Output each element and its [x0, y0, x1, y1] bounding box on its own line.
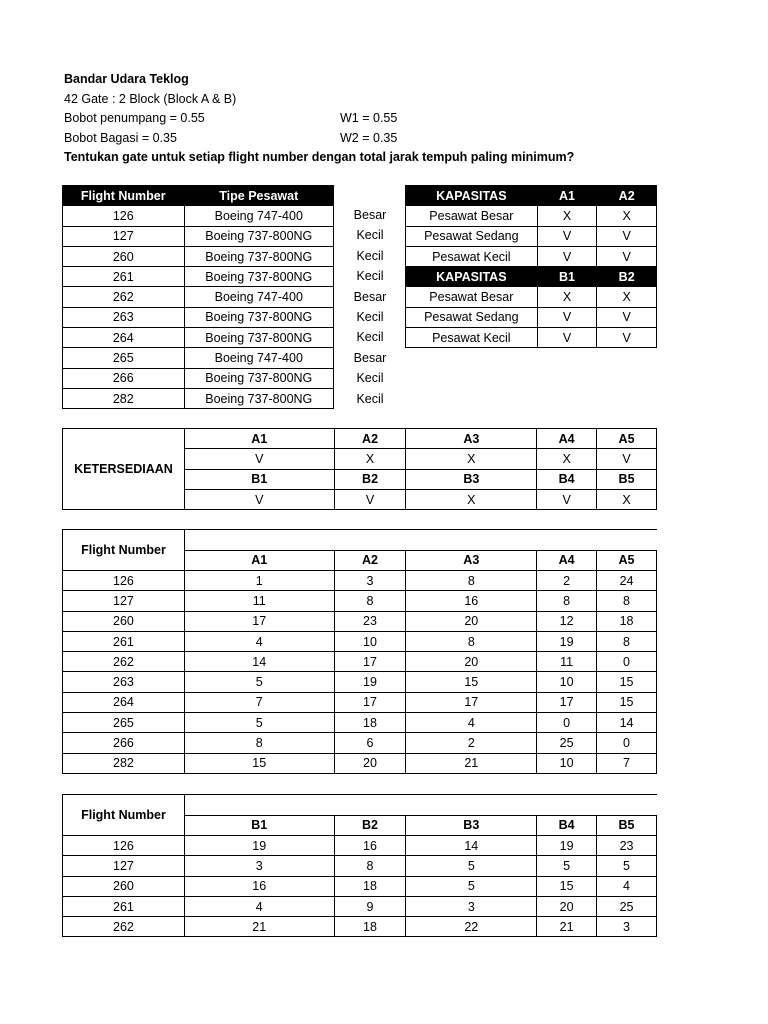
table-row [63, 692, 657, 712]
gate-header: A5 [597, 550, 657, 571]
distance-cell: 8 [597, 631, 657, 651]
gate-info: 42 Gate : 2 Block (Block A & B) [64, 92, 237, 106]
page-title: Bandar Udara Teklog [64, 72, 189, 86]
distance-cell: 20 [406, 611, 537, 631]
gate-header: B5 [597, 469, 657, 489]
availability-cell: X [597, 489, 657, 509]
distance-cell: 17 [334, 652, 406, 672]
kapasitas-b1-header: B1 [537, 267, 597, 287]
distance-cell: 5 [406, 876, 537, 896]
distance-cell: 20 [334, 753, 406, 773]
distance-cell: 5 [597, 856, 657, 876]
distance-cell: 8 [334, 591, 406, 611]
distance-cell: 21 [406, 753, 537, 773]
aircraft-type-cell: Boeing 747-400 [184, 348, 333, 368]
w1-value: W1 = 0.55 [340, 111, 398, 125]
flight-number-cell: 260 [63, 876, 185, 896]
flight-number-cell: 127 [63, 856, 185, 876]
gate-header: B2 [334, 469, 406, 489]
distance-cell: 2 [406, 733, 537, 753]
flight-number-cell: 282 [63, 388, 185, 408]
flight-number-cell: 260 [63, 611, 185, 631]
aircraft-type-cell: Boeing 737-800NG [184, 307, 333, 327]
aircraft-type-cell: Boeing 747-400 [184, 206, 333, 226]
kapasitas-cell: V [537, 328, 597, 348]
gate-header: A1 [184, 550, 334, 571]
flight-number-cell: 265 [63, 713, 185, 733]
flight-number-cell: 261 [63, 631, 185, 651]
kapasitas-b2-header: B2 [597, 267, 657, 287]
distance-cell: 0 [597, 652, 657, 672]
kapasitas-label: Pesawat Kecil [406, 328, 538, 348]
gate-header: A4 [537, 429, 597, 449]
distance-cell: 25 [597, 896, 657, 916]
table-row [63, 267, 334, 287]
gate-header: A3 [406, 550, 537, 571]
distance-cell: 14 [406, 836, 537, 856]
distance-cell: 21 [537, 917, 597, 937]
availability-cell: X [537, 449, 597, 469]
table-row [406, 287, 657, 307]
distance-cell: 8 [597, 591, 657, 611]
aircraft-type-cell: Boeing 737-800NG [184, 267, 333, 287]
distance-cell: 14 [184, 652, 334, 672]
aircraft-type-cell: Boeing 737-800NG [184, 246, 333, 266]
kapasitas-cell: X [537, 287, 597, 307]
table-row [63, 713, 657, 733]
distance-cell: 0 [537, 713, 597, 733]
distance-cell: 7 [184, 692, 334, 712]
flight-number-cell: 262 [63, 652, 185, 672]
table-row [63, 206, 334, 226]
aircraft-size-label: Kecil [356, 228, 384, 243]
table-row [63, 896, 657, 916]
table-row [63, 611, 657, 631]
distance-cell: 17 [406, 692, 537, 712]
flight-number-cell: 127 [63, 226, 185, 246]
distance-cell: 4 [597, 876, 657, 896]
question-text: Tentukan gate untuk setiap flight number dengan total jarak tempuh paling minimum? [64, 150, 575, 164]
distance-cell: 15 [406, 672, 537, 692]
distance-cell: 23 [597, 836, 657, 856]
header-tipe-pesawat: Tipe Pesawat [184, 186, 333, 206]
table-row [406, 307, 657, 327]
gate-header: A1 [184, 429, 334, 449]
flight-number-cell: 263 [63, 672, 185, 692]
table-row [406, 206, 657, 226]
flight-number-cell: 262 [63, 287, 185, 307]
flight-number-header: Flight Number [63, 795, 185, 836]
distance-cell: 15 [537, 876, 597, 896]
table-row [63, 652, 657, 672]
gate-header: A2 [334, 550, 406, 571]
table-row [63, 836, 657, 856]
distance-cell: 5 [184, 713, 334, 733]
distance-cell: 11 [537, 652, 597, 672]
distance-cell: 1 [184, 571, 334, 591]
distance-cell: 22 [406, 917, 537, 937]
distance-cell: 17 [334, 692, 406, 712]
aircraft-size-label: Besar [353, 350, 387, 365]
table-row [406, 226, 657, 246]
aircraft-size-label: Kecil [356, 310, 384, 325]
distance-cell: 8 [184, 733, 334, 753]
gate-header: B2 [334, 815, 406, 836]
distance-cell: 3 [406, 896, 537, 916]
aircraft-size-label: Besar [353, 289, 387, 304]
table-row [63, 307, 334, 327]
flight-number-cell: 261 [63, 267, 185, 287]
distance-cell: 7 [597, 753, 657, 773]
distance-cell: 23 [334, 611, 406, 631]
distance-cell: 15 [184, 753, 334, 773]
flight-number-cell: 126 [63, 571, 185, 591]
distance-cell: 8 [406, 631, 537, 651]
distance-cell: 16 [334, 836, 406, 856]
kapasitas-a-header: KAPASITAS [406, 186, 538, 206]
distance-cell: 14 [597, 713, 657, 733]
distance-cell: 18 [334, 917, 406, 937]
kapasitas-label: Pesawat Sedang [406, 307, 538, 327]
kapasitas-table [405, 185, 657, 348]
table-row [63, 876, 657, 896]
kapasitas-cell: V [537, 226, 597, 246]
flight-number-cell: 264 [63, 692, 185, 712]
distance-cell: 24 [597, 571, 657, 591]
header-flight-number: Flight Number [63, 186, 185, 206]
distance-cell: 16 [184, 876, 334, 896]
aircraft-type-cell: Boeing 737-800NG [184, 328, 333, 348]
distance-cell: 2 [537, 571, 597, 591]
gate-header: A2 [334, 429, 406, 449]
kapasitas-cell: V [597, 246, 657, 266]
kapasitas-cell: X [537, 206, 597, 226]
distance-cell: 19 [334, 672, 406, 692]
gate-header: B3 [406, 469, 537, 489]
gate-header: A3 [406, 429, 537, 449]
gate-header: B4 [537, 469, 597, 489]
table-row [63, 348, 334, 368]
distance-cell: 8 [537, 591, 597, 611]
table-row [63, 368, 334, 388]
flight-number-cell: 266 [63, 368, 185, 388]
distance-cell: 20 [537, 896, 597, 916]
distance-cell: 5 [537, 856, 597, 876]
kapasitas-label: Pesawat Kecil [406, 246, 538, 266]
kapasitas-a2-header: A2 [597, 186, 657, 206]
distance-cell: 10 [537, 753, 597, 773]
gate-header: A4 [537, 550, 597, 571]
availability-cell: X [334, 449, 406, 469]
distance-cell: 3 [184, 856, 334, 876]
table-row [406, 328, 657, 348]
table-row [63, 856, 657, 876]
distance-cell: 19 [184, 836, 334, 856]
distance-cell: 3 [597, 917, 657, 937]
aircraft-type-cell: Boeing 737-800NG [184, 368, 333, 388]
distance-cell: 15 [597, 672, 657, 692]
distance-cell: 9 [334, 896, 406, 916]
w2-value: W2 = 0.35 [340, 131, 398, 145]
distance-cell: 10 [537, 672, 597, 692]
flight-number-cell: 260 [63, 246, 185, 266]
flight-number-cell: 126 [63, 206, 185, 226]
table-row [63, 591, 657, 611]
flight-number-cell: 261 [63, 896, 185, 916]
kapasitas-cell: V [597, 226, 657, 246]
flight-number-cell: 262 [63, 917, 185, 937]
aircraft-type-cell: Boeing 747-400 [184, 287, 333, 307]
aircraft-size-label: Kecil [356, 371, 384, 386]
aircraft-type-cell: Boeing 737-800NG [184, 388, 333, 408]
kapasitas-label: Pesawat Besar [406, 206, 538, 226]
distance-cell: 25 [537, 733, 597, 753]
distance-table-b [62, 794, 657, 937]
kapasitas-b-header: KAPASITAS [406, 267, 538, 287]
distance-cell: 10 [334, 631, 406, 651]
availability-cell: V [184, 449, 334, 469]
gate-header: B3 [406, 815, 537, 836]
table-row [63, 226, 334, 246]
table-row [63, 672, 657, 692]
distance-cell: 18 [334, 876, 406, 896]
kapasitas-cell: X [597, 287, 657, 307]
flight-number-cell: 263 [63, 307, 185, 327]
distance-table-a [62, 529, 657, 774]
availability-cell: V [334, 489, 406, 509]
gate-header: B1 [184, 469, 334, 489]
distance-cell: 18 [597, 611, 657, 631]
kapasitas-cell: V [597, 328, 657, 348]
flight-number-cell: 126 [63, 836, 185, 856]
kapasitas-label: Pesawat Besar [406, 287, 538, 307]
availability-cell: X [406, 489, 537, 509]
distance-cell: 3 [334, 571, 406, 591]
distance-cell: 4 [406, 713, 537, 733]
table-row [63, 246, 334, 266]
distance-cell: 11 [184, 591, 334, 611]
distance-cell: 17 [537, 692, 597, 712]
kapasitas-label: Pesawat Sedang [406, 226, 538, 246]
availability-cell: V [597, 449, 657, 469]
distance-cell: 8 [334, 856, 406, 876]
table-row [63, 917, 657, 937]
aircraft-size-label: Kecil [356, 330, 384, 345]
flight-number-cell: 282 [63, 753, 185, 773]
availability-cell: V [184, 489, 334, 509]
table-row [63, 328, 334, 348]
size-column [340, 205, 400, 409]
distance-cell: 6 [334, 733, 406, 753]
ketersediaan-label: KETERSEDIAAN [63, 429, 185, 510]
distance-cell: 12 [537, 611, 597, 631]
table-row [63, 733, 657, 753]
aircraft-size-label: Kecil [356, 269, 384, 284]
kapasitas-cell: X [597, 206, 657, 226]
aircraft-size-label: Kecil [356, 391, 384, 406]
gate-header: A5 [597, 429, 657, 449]
distance-cell: 15 [597, 692, 657, 712]
gate-header: B5 [597, 815, 657, 836]
kapasitas-cell: V [597, 307, 657, 327]
ketersediaan-table [62, 428, 657, 510]
bobot-bagasi: Bobot Bagasi = 0.35 [64, 131, 177, 145]
gate-header: B1 [184, 815, 334, 836]
availability-cell: V [537, 489, 597, 509]
table-row [406, 246, 657, 266]
distance-cell: 18 [334, 713, 406, 733]
distance-cell: 19 [537, 631, 597, 651]
distance-cell: 8 [406, 571, 537, 591]
availability-cell: X [406, 449, 537, 469]
aircraft-type-cell: Boeing 737-800NG [184, 226, 333, 246]
bobot-penumpang: Bobot penumpang = 0.55 [64, 111, 205, 125]
distance-cell: 4 [184, 631, 334, 651]
distance-cell: 21 [184, 917, 334, 937]
table-row [63, 388, 334, 408]
kapasitas-cell: V [537, 246, 597, 266]
table-row [63, 571, 657, 591]
flights-table [62, 185, 334, 409]
flight-number-cell: 265 [63, 348, 185, 368]
kapasitas-cell: V [537, 307, 597, 327]
distance-cell: 16 [406, 591, 537, 611]
flight-number-cell: 127 [63, 591, 185, 611]
distance-cell: 0 [597, 733, 657, 753]
distance-cell: 4 [184, 896, 334, 916]
flight-number-cell: 266 [63, 733, 185, 753]
aircraft-size-label: Besar [353, 208, 387, 222]
kapasitas-a1-header: A1 [537, 186, 597, 206]
flight-number-cell: 264 [63, 328, 185, 348]
table-row [63, 631, 657, 651]
table-row [63, 287, 334, 307]
distance-cell: 17 [184, 611, 334, 631]
distance-cell: 5 [406, 856, 537, 876]
distance-cell: 20 [406, 652, 537, 672]
distance-cell: 19 [537, 836, 597, 856]
flight-number-header: Flight Number [63, 530, 185, 571]
distance-cell: 5 [184, 672, 334, 692]
gate-header: B4 [537, 815, 597, 836]
table-row [63, 753, 657, 773]
aircraft-size-label: Kecil [356, 248, 384, 263]
